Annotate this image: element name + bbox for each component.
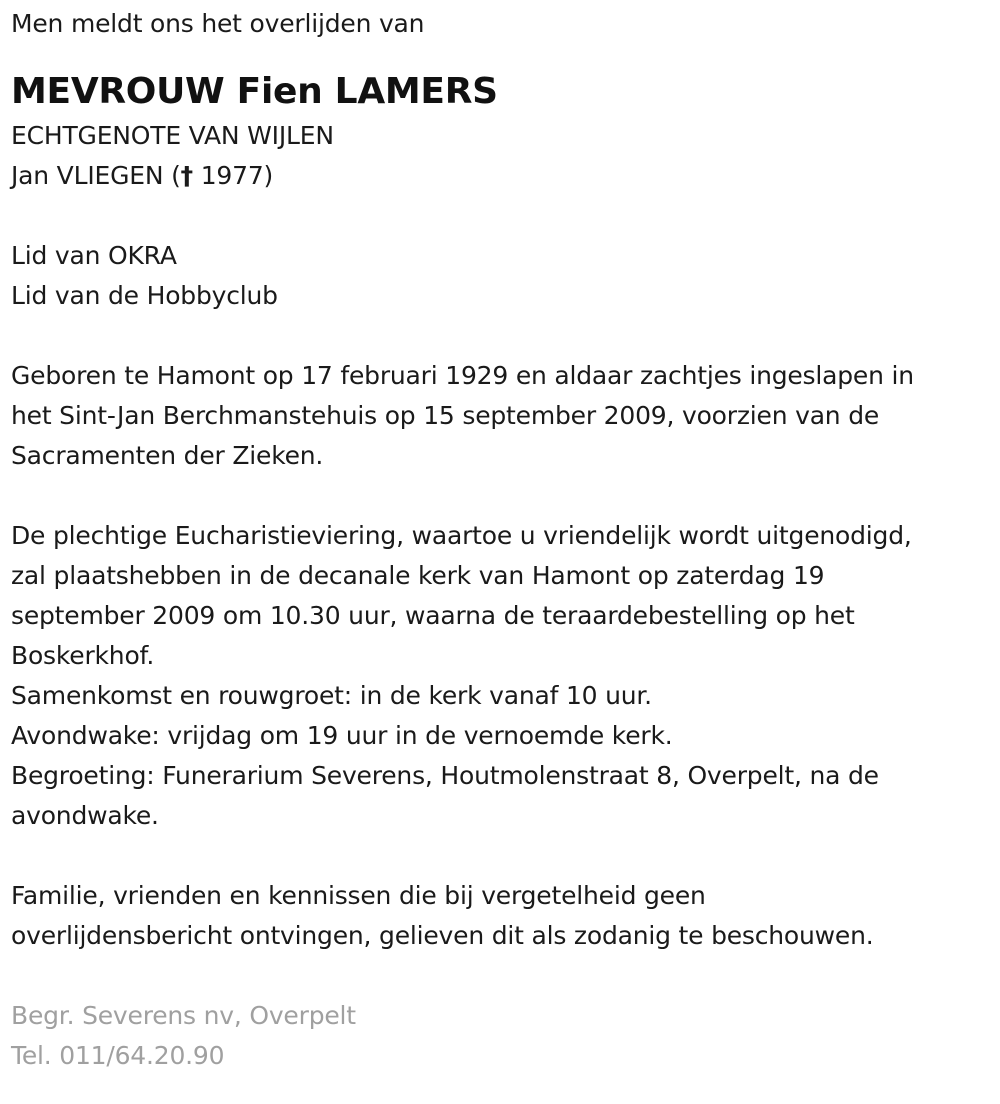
spacer <box>11 836 1000 876</box>
paragraph-line: Avondwake: vrijdag om 19 uur in de vernoemde kerk. <box>11 721 673 750</box>
memberships-block <box>11 236 1000 316</box>
family-paragraph <box>11 876 1000 956</box>
undertaker-line: Begr. Severens nv, Overpelt <box>11 1001 356 1030</box>
spacer <box>11 476 1000 516</box>
membership-line: Lid van OKRA <box>11 241 177 270</box>
paragraph-line: De plechtige Eucharistieviering, waartoe u vriendelijk wordt uitgenodigd, <box>11 521 912 550</box>
paragraph-line: Samenkomst en rouwgroet: in de kerk vanaf 10 uur. <box>11 681 652 710</box>
cross-icon: † <box>180 161 193 190</box>
membership-line: Lid van de Hobbyclub <box>11 281 278 310</box>
paragraph-line: Familie, vrienden en kennissen die bij vergetelheid geen <box>11 881 706 910</box>
spouse-line <box>11 156 1000 196</box>
paragraph-line: avondwake. <box>11 801 159 830</box>
spouse-name: Jan VLIEGEN ( <box>11 161 181 190</box>
service-paragraph <box>11 516 1000 836</box>
spouse-death-year: 1977) <box>192 161 274 190</box>
paragraph-line: september 2009 om 10.30 uur, waarna de teraardebestelling op het <box>11 601 855 630</box>
spacer <box>11 196 1000 236</box>
spacer <box>11 316 1000 356</box>
deceased-name: MEVROUW Fien LAMERS <box>11 71 498 112</box>
intro-line: Men meldt ons het overlijden van <box>11 9 425 38</box>
paragraph-line: zal plaatshebben in de decanale kerk van Hamont op zaterdag 19 <box>11 561 825 590</box>
paragraph-line: overlijdensbericht ontvingen, gelieven dit als zodanig te beschouwen. <box>11 921 874 950</box>
birth-paragraph <box>11 356 1000 476</box>
paragraph-line: Boskerkhof. <box>11 641 155 670</box>
paragraph-line: Geboren te Hamont op 17 februari 1929 en aldaar zachtjes ingeslapen in <box>11 361 914 390</box>
paragraph-line: het Sint-Jan Berchmanstehuis op 15 september 2009, voorzien van de <box>11 401 880 430</box>
footer <box>11 996 1000 1076</box>
paragraph-line: Sacramenten der Zieken. <box>11 441 324 470</box>
spacer <box>11 956 1000 996</box>
relation-line: ECHTGENOTE VAN WIJLEN <box>11 121 334 150</box>
phone-line: Tel. 011/64.20.90 <box>11 1041 225 1070</box>
paragraph-line: Begroeting: Funerarium Severens, Houtmolenstraat 8, Overpelt, na de <box>11 761 879 790</box>
